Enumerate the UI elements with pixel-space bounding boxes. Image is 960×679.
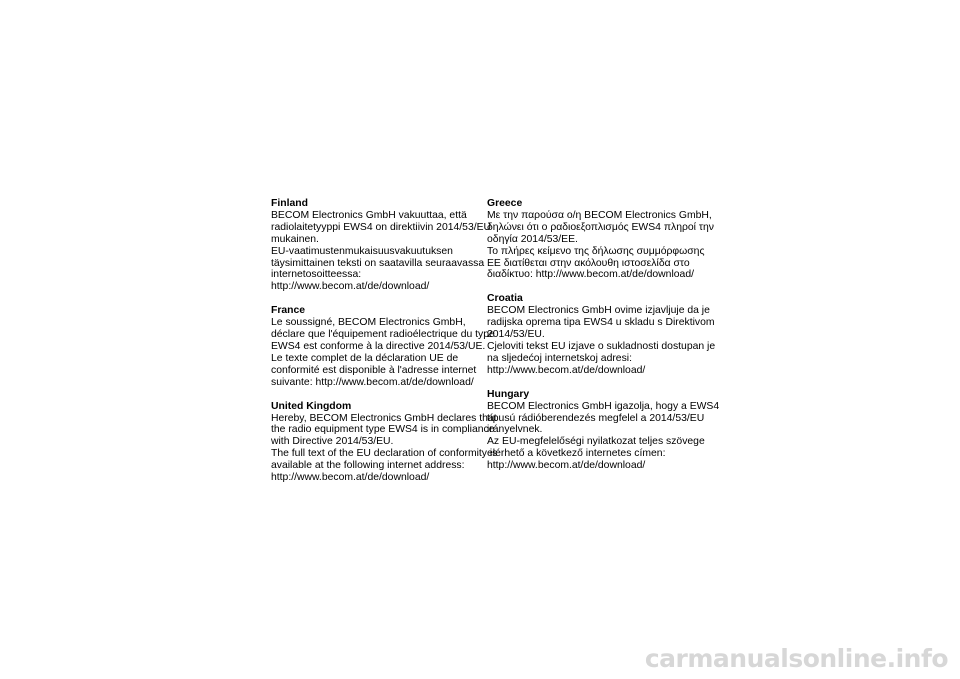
section-croatia [487,293,716,376]
text-line: 2014/53/EU. [487,329,545,341]
text-line: EU-vaatimustenmukaisuusvakuutuksen [271,245,453,257]
section-greece [487,198,714,281]
text-line: elérhető a következő internetes címen: [487,448,666,460]
text-line: Cjeloviti tekst EU izjave o sukladnosti dostupan je [487,340,716,352]
text-line: Το πλήρες κείμενο της δήλωσης συμμόρφωσης [487,245,705,257]
text-line: The full text of the EU declaration of conformity is [271,448,498,460]
section-united-kingdom [271,400,498,484]
text-line: radiolaitetyyppi EWS4 on direktiivin 2014/53/EU [271,221,492,233]
text-line: ΕΕ διατίθεται στην ακόλουθη ιστοσελίδα στο [487,257,690,269]
text-line: déclare que l'équipement radioélectrique du type [271,329,495,341]
text-line: radijska oprema tipa EWS4 u skladu s Direktivom [487,317,715,329]
text-line: Az EU-megfelelőségi nyilatkozat teljes szövege [487,436,705,448]
text-line: BECOM Electronics GmbH igazolja, hogy a EWS4 [487,400,720,412]
section-heading: Finland [271,198,308,209]
left-column [271,198,498,496]
text-line: BECOM Electronics GmbH vakuuttaa, että [271,209,467,221]
text-line: οδηγία 2014/53/ΕΕ. [487,233,578,245]
text-line: with Directive 2014/53/EU. [271,436,394,448]
watermark-text: carmanualsonline.info [644,644,948,673]
download-url: διαδίκτυο: http://www.becom.at/de/download/ [487,269,694,281]
download-url: http://www.becom.at/de/download/ [271,281,430,293]
section-heading: Hungary [487,388,530,400]
text-line: Hereby, BECOM Electronics GmbH declares that [271,412,497,424]
text-line: Με την παρούσα ο/η BECOM Electronics GmbH, [487,209,712,221]
text-line: Le soussigné, BECOM Electronics GmbH, [271,317,466,329]
text-line: EWS4 est conforme à la directive 2014/53/UE. [271,340,486,352]
download-url: http://www.becom.at/de/download/ [487,364,646,376]
section-heading: Croatia [487,293,523,305]
text-line: the radio equipment type EWS4 is in compliance [271,424,495,436]
text-line: internetosoitteessa: [271,269,362,281]
text-line: δηλώνει ότι ο ραδιοεξοπλισμός EWS4 πληροί την [487,221,714,233]
section-finland [271,198,492,293]
text-line: mukainen. [271,233,319,245]
download-url: http://www.becom.at/de/download/ [487,460,646,472]
section-hungary [487,388,720,472]
text-line: Le texte complet de la déclaration UE de [271,352,459,364]
section-heading: Greece [487,198,523,209]
section-france [271,305,495,388]
text-line: típusú rádióberendezés megfelel a 2014/53/EU [487,412,705,424]
text-line: täysimittainen teksti on saatavilla seuraavassa [271,257,485,269]
download-url: http://www.becom.at/de/download/ [271,472,430,484]
section-heading: France [271,305,306,317]
text-line: conformité est disponible à l'adresse internet [271,364,477,376]
section-heading: United Kingdom [271,400,352,412]
text-line: irányelvnek. [487,424,543,436]
text-line: na sljedećoj internetskoj adresi: [487,352,632,364]
text-line: BECOM Electronics GmbH ovime izjavljuje da je [487,305,710,317]
text-line: available at the following internet address: [271,460,465,472]
download-url: suivante: http://www.becom.at/de/download/ [271,376,474,388]
right-column [487,198,720,484]
